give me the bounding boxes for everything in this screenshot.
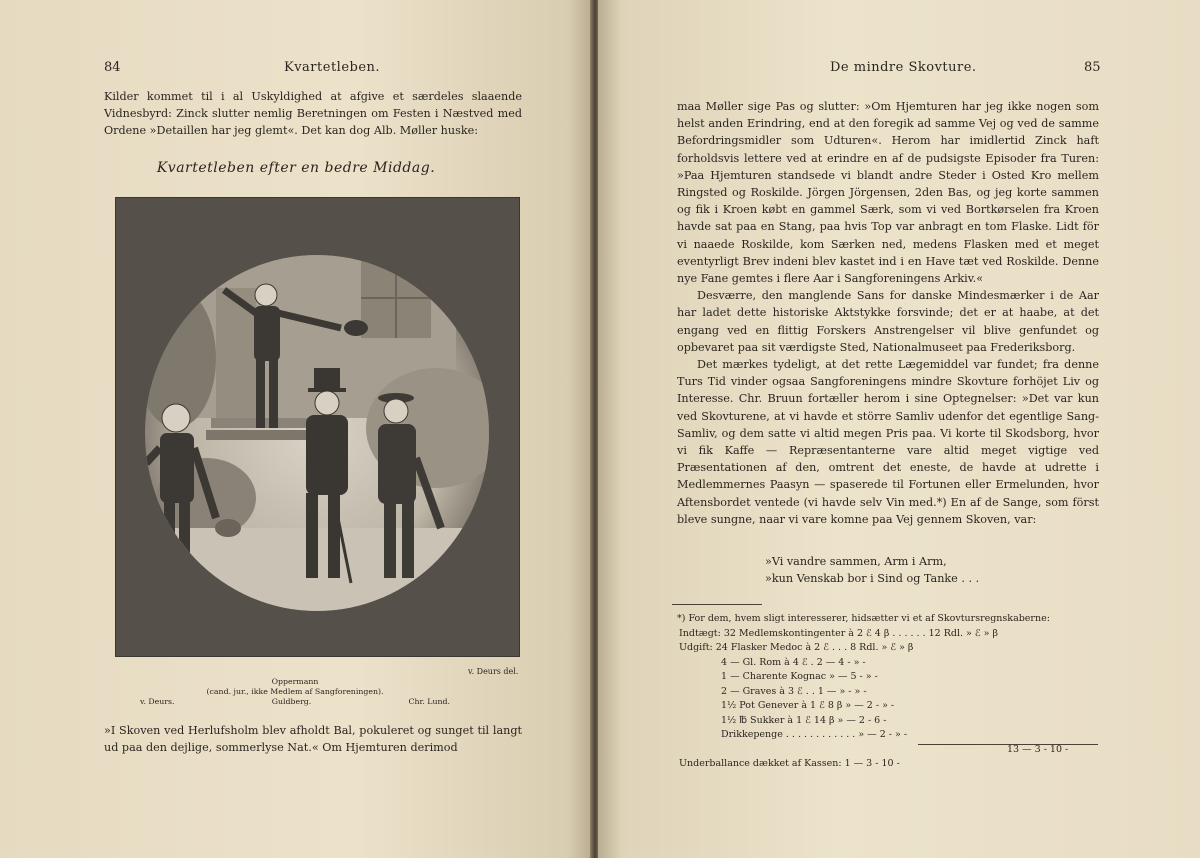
page-number-right: 85 bbox=[1084, 60, 1101, 75]
figure-name-left: v. Deurs. bbox=[140, 697, 175, 706]
left-bottom-paragraph: »I Skoven ved Herlufsholm blev afholdt Bal, pokuleret og sunget til langt ud paa den dejlige, sommerlyse Nat.« Om Hjemturen derimod bbox=[104, 724, 522, 755]
figure-name-center: Oppermann bbox=[271, 677, 319, 686]
footnote-sum-rule bbox=[918, 744, 1098, 745]
illustration-plate bbox=[115, 197, 520, 657]
running-head-right: De mindre Skovture. bbox=[830, 60, 977, 75]
footnote-row: 2 — Graves à 3 ℰ . . 1 — » - » - bbox=[721, 685, 867, 697]
artist-credit: v. Deurs del. bbox=[468, 667, 519, 676]
footnote-row: 4 — Gl. Rom à 4 ℰ . 2 — 4 - » - bbox=[721, 656, 866, 668]
footnote-accounts bbox=[677, 612, 1107, 772]
page-number-left: 84 bbox=[104, 60, 121, 75]
footnote-intro: *) For dem, hvem sligt interesserer, hidsætter vi et af Skovtursregnskaberne: bbox=[677, 613, 1050, 624]
figure-name-right: Chr. Lund. bbox=[408, 697, 450, 706]
footnote-row: 1½ ℔ Sukker à 1 ℰ 14 β » — 2 - 6 - bbox=[721, 714, 887, 726]
figure-name-middle: Guldberg. bbox=[271, 697, 312, 706]
verse-line-2: »kun Venskab bor i Sind og Tanke . . . bbox=[765, 572, 980, 585]
left-page bbox=[0, 0, 592, 858]
footnote-balance: Underballance dækket af Kassen: 1 — 3 - 10 - bbox=[679, 758, 900, 769]
footnote-row: Indtægt: 32 Medlemskontingenter à 2 ℰ 4 β . . . . . . 12 Rdl. » ℰ » β bbox=[679, 627, 998, 639]
verse-line-1: »Vi vandre sammen, Arm i Arm, bbox=[765, 555, 947, 568]
engraving-illustration bbox=[116, 198, 519, 656]
figure-name-center-note: (cand. jur., ikke Medlem af Sangforeningen). bbox=[206, 687, 384, 696]
footnote-row: Drikkepenge . . . . . . . . . . . . » — 2 - » - bbox=[721, 729, 908, 740]
illustration-title: Kvartetleben efter en bedre Middag. bbox=[156, 160, 436, 176]
footnote-row: 1½ Pot Genever à 1 ℰ 8 β » — 2 - » - bbox=[721, 700, 895, 711]
figure-names-row bbox=[130, 697, 460, 707]
footnote-row: Udgift: 24 Flasker Medoc à 2 ℰ . . . 8 Rdl. » ℰ » β bbox=[679, 642, 914, 653]
right-body-text: maa Møller sige Pas og slutter: »Om Hjemturen har jeg ikke nogen som helst anden Erindring, end at den foregik ad samme Vej og ved de samme Befordringsmidler som Udturen«. Herom har imidlertid Zinck haft forholdsvis lettere ved at erindre en af de pudsigste Episoder fra Turen: »Paa Hjemturen standsede vi blandt andre Steder i Osted Kro mellem Ringsted og Roskilde. Jörgen Jörgensen, 2den Bas, og jeg korte sammen og fik i Kroen købt en gammel Særk, som vi ved Bortkørselen fra Kroen havde sat paa en Stang, paa hvis Top var anbragt en tom Flaske. Lidt för vi naaede Roskilde, kom Særken ned, medens Flasken med et meget eventyrligt Brev indeni blev kastet ind i en Have tæt ved Roskilde. Denne nye Fane gemtes i flere Aar i Sangforeningens Arkiv.« Desværre, den manglende Sans for danske Mindesmærker i de Aar har ladet dette historiske Aktstykke forsvinde; det er at haabe, at det engang ved en flittig Forskers Anstrengelser vil blive genfundet og opbevaret paa sit værdigste Sted, Nationalmuseet paa Frederiksborg. Det mærkes tydeligt, at det rette Lægemiddel var fundet; fra denne Turs Tid vinder ogsaa Sangforeningens mindre Skovture forhöjet Liv og Interesse. Chr. Bruun fortæller herom i sine Optegnelser: »Det var kun ved Skovturene, at vi havde et större Samliv udenfor det egentlige Sang-Samliv, og dem satte vi altid megen Pris paa. Vi korte til Skodsborg, hvor vi fik Kaffe — Repræsentanterne vare altid meget vigtige ved Præsentationen af den, omtrent det eneste, de havde at udrette i Medlemmernes Paasyn — spaserede til Fortunen eller Ermelunden, hvor Aftensbordet ventede (vi havde selv Vin med.*) En af de Sange, som först bleve sungne, naar vi vare komne paa Vej gennem Skoven, var: bbox=[677, 100, 1099, 526]
figure-names bbox=[130, 677, 460, 707]
left-top-paragraph: Kilder kommet til i al Uskyldighed at afgive et særdeles slaaende Vidnesbyrd: Zinck slutter nemlig Beretningen om Festen i Næstved med Ordene »Detaillen har jeg glemt«. Det kan dog Alb. Møller huske: bbox=[104, 90, 522, 138]
footnote-total: 13 — 3 - 10 - bbox=[1007, 743, 1069, 755]
running-head-left: Kvartetleben. bbox=[284, 60, 381, 75]
footnote-row: 1 — Charente Kognac » — 5 - » - bbox=[721, 671, 878, 682]
footnote-rule bbox=[672, 604, 762, 605]
